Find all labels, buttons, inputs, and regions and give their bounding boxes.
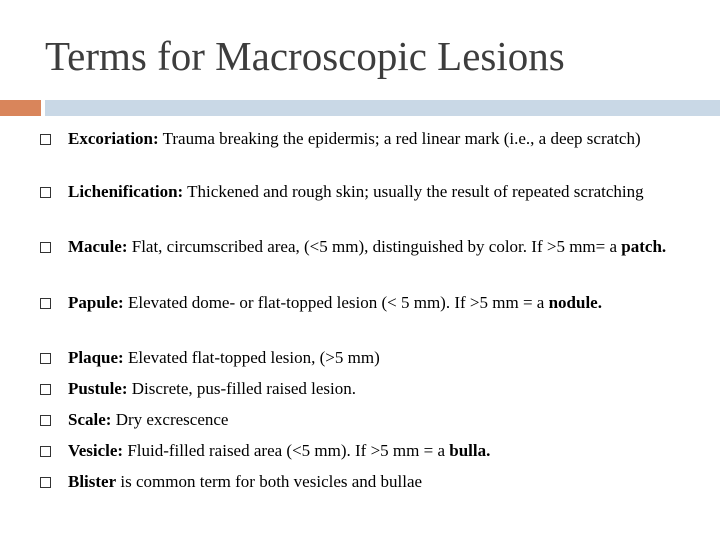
term-label: Pustule: bbox=[68, 379, 128, 398]
term-label: Excoriation: bbox=[68, 129, 159, 148]
square-bullet-icon bbox=[40, 446, 51, 457]
bullet-text bbox=[68, 377, 688, 400]
emphasis-text: patch. bbox=[621, 237, 667, 256]
term-label: Vesicle: bbox=[68, 441, 124, 460]
square-bullet-icon bbox=[40, 353, 51, 364]
bullet-text bbox=[68, 235, 688, 258]
square-bullet-icon bbox=[40, 242, 51, 253]
definition-text: Elevated flat-topped lesion, (>5 mm) bbox=[123, 348, 380, 367]
bullet-text bbox=[68, 291, 688, 314]
definition-text: is common term for both vesicles and bullae bbox=[116, 472, 423, 491]
square-bullet-icon bbox=[40, 415, 51, 426]
definition-text: Discrete, pus-filled raised lesion. bbox=[127, 379, 356, 398]
bullet-text bbox=[68, 346, 688, 369]
square-bullet-icon bbox=[40, 134, 51, 145]
square-bullet-icon bbox=[40, 298, 51, 309]
definition-text: Trauma breaking the epidermis; a red linear mark (i.e., a deep scratch) bbox=[158, 129, 641, 148]
term-label: Papule: bbox=[68, 293, 124, 312]
term-label: Lichenification: bbox=[68, 182, 184, 201]
accent-bar-blue bbox=[45, 100, 720, 116]
definition-text: Fluid-filled raised area (<5 mm). If >5 mm = a bbox=[123, 441, 450, 460]
definition-text: Dry excrescence bbox=[111, 410, 229, 429]
bullet-text bbox=[68, 180, 688, 203]
definition-text: Flat, circumscribed area, (<5 mm), distinguished by color. If >5 mm= a bbox=[127, 237, 622, 256]
term-label: Blister bbox=[68, 472, 117, 491]
bullet-text bbox=[68, 127, 688, 150]
emphasis-text: bulla. bbox=[449, 441, 491, 460]
emphasis-text: nodule. bbox=[548, 293, 602, 312]
square-bullet-icon bbox=[40, 384, 51, 395]
definition-text: Thickened and rough skin; usually the result of repeated scratching bbox=[183, 182, 644, 201]
term-label: Plaque: bbox=[68, 348, 124, 367]
slide-title: Terms for Macroscopic Lesions bbox=[45, 33, 565, 79]
square-bullet-icon bbox=[40, 187, 51, 198]
bullet-text bbox=[68, 470, 688, 493]
bullet-text bbox=[68, 439, 688, 462]
accent-bar-orange bbox=[0, 100, 41, 116]
definition-text: Elevated dome- or flat-topped lesion (< 5 mm). If >5 mm = a bbox=[123, 293, 549, 312]
term-label: Macule: bbox=[68, 237, 128, 256]
term-label: Scale: bbox=[68, 410, 112, 429]
square-bullet-icon bbox=[40, 477, 51, 488]
bullet-text bbox=[68, 408, 688, 431]
